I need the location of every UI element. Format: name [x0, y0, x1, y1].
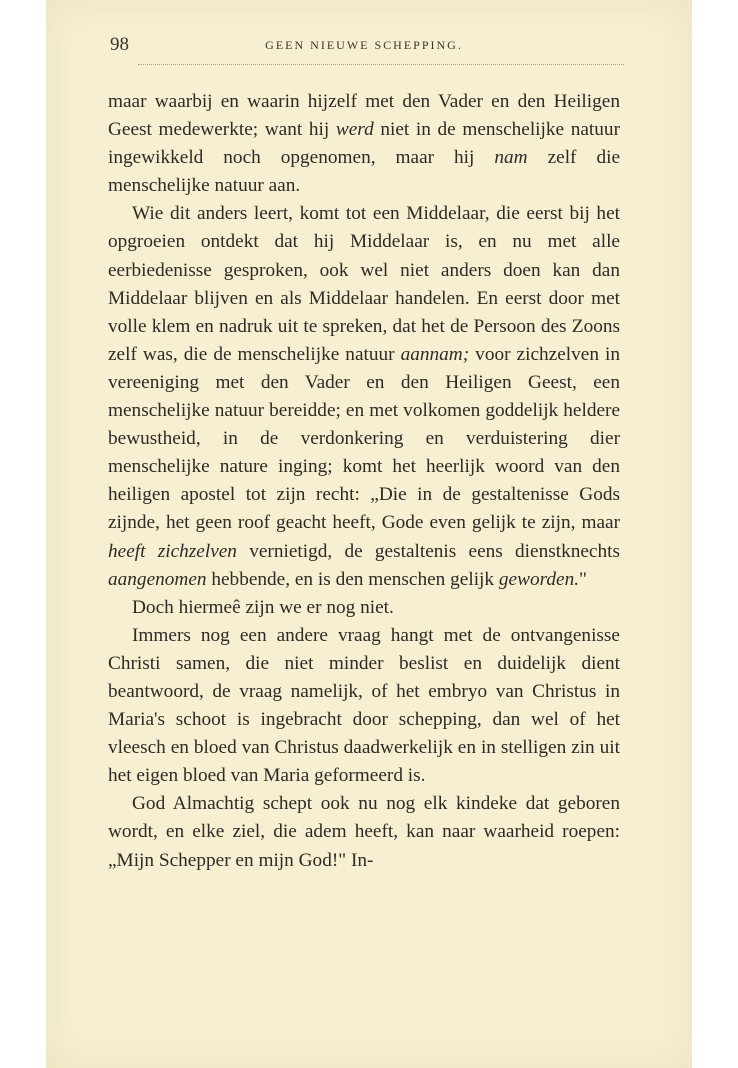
- running-title: GEEN NIEUWE SCHEPPING.: [265, 38, 463, 52]
- paragraph: [108, 594, 620, 622]
- body-text: [108, 88, 620, 875]
- text-run: Wie dit anders leert, komt tot een Middelaar, die eerst bij het opgroeien ontdekt dat hij Middelaar is, en nu met alle eerbiedenisse gesproken, ook wel niet anders doen kan dan Middelaar blijven en als Middelaar handelen. En eerst door met volle klem en nadruk uit te spreken, dat het de Persoon des Zoons zelf was, die de menschelijke natuur: [108, 203, 620, 365]
- italic-phrase: aangenomen: [108, 568, 207, 590]
- paragraph: [108, 200, 620, 593]
- text-run: Immers nog een andere vraag hangt met de ontvangenisse Christi samen, die niet minder beslist en duidelijk dient beantwoord, de vraag namelijk, of het embryo van Christus in Maria's schoot is ingebracht door schepping, dan wel of het vleesch en bloed van Christus daadwerkelijk en in stelligen zin uit het eigen bloed van Maria geformeerd is.: [108, 624, 620, 787]
- italic-phrase: geworden.: [498, 568, 580, 590]
- text-run: voor zichzelven in vereeniging met den Vader en den Heiligen Geest, een menschelijke natuur bereidde; en met volkomen goddelijk heldere bewustheid, in de verdonkering en verduistering dier menschelijke nature inging; komt het heerlijk woord van den heiligen apostel tot zijn recht: „Die in de gestaltenisse Gods zijnde, het geen roof geacht heeft, Gode even gelijk te zijn, maar: [108, 343, 620, 534]
- paragraph: [108, 88, 620, 200]
- text-run: vernietigd, de gestaltenis eens dienstknechts: [236, 540, 620, 562]
- paragraph: [108, 622, 620, 791]
- header-rule: [138, 64, 624, 65]
- paragraph: [108, 790, 620, 874]
- italic-phrase: nam: [494, 147, 528, 169]
- italic-phrase: aannam;: [400, 343, 470, 365]
- page-header: [108, 34, 620, 62]
- text-run: hebbende, en is den menschen gelijk: [206, 568, 499, 590]
- text-run: maar waarbij en waarin hijzelf met den Vader en den Heiligen Geest medewerkte; want hij: [108, 91, 620, 141]
- text-run: ": [579, 568, 587, 590]
- text-run: God Almachtig schept ook nu nog elk kindeke dat geboren wordt, en elke ziel, die adem heeft, kan naar waarheid roepen: „Mijn Schepper en mijn God!" In-: [108, 793, 620, 871]
- italic-phrase: heeft zichzelven: [108, 540, 237, 562]
- text-run: zelf die menschelijke natuur aan.: [108, 147, 621, 197]
- italic-phrase: werd: [335, 119, 374, 141]
- text-run: niet in de menschelijke natuur ingewikkeld noch opgenomen, maar hij: [108, 119, 620, 169]
- text-run: Doch hiermeê zijn we er nog niet.: [132, 596, 394, 618]
- page-number: 98: [110, 34, 129, 55]
